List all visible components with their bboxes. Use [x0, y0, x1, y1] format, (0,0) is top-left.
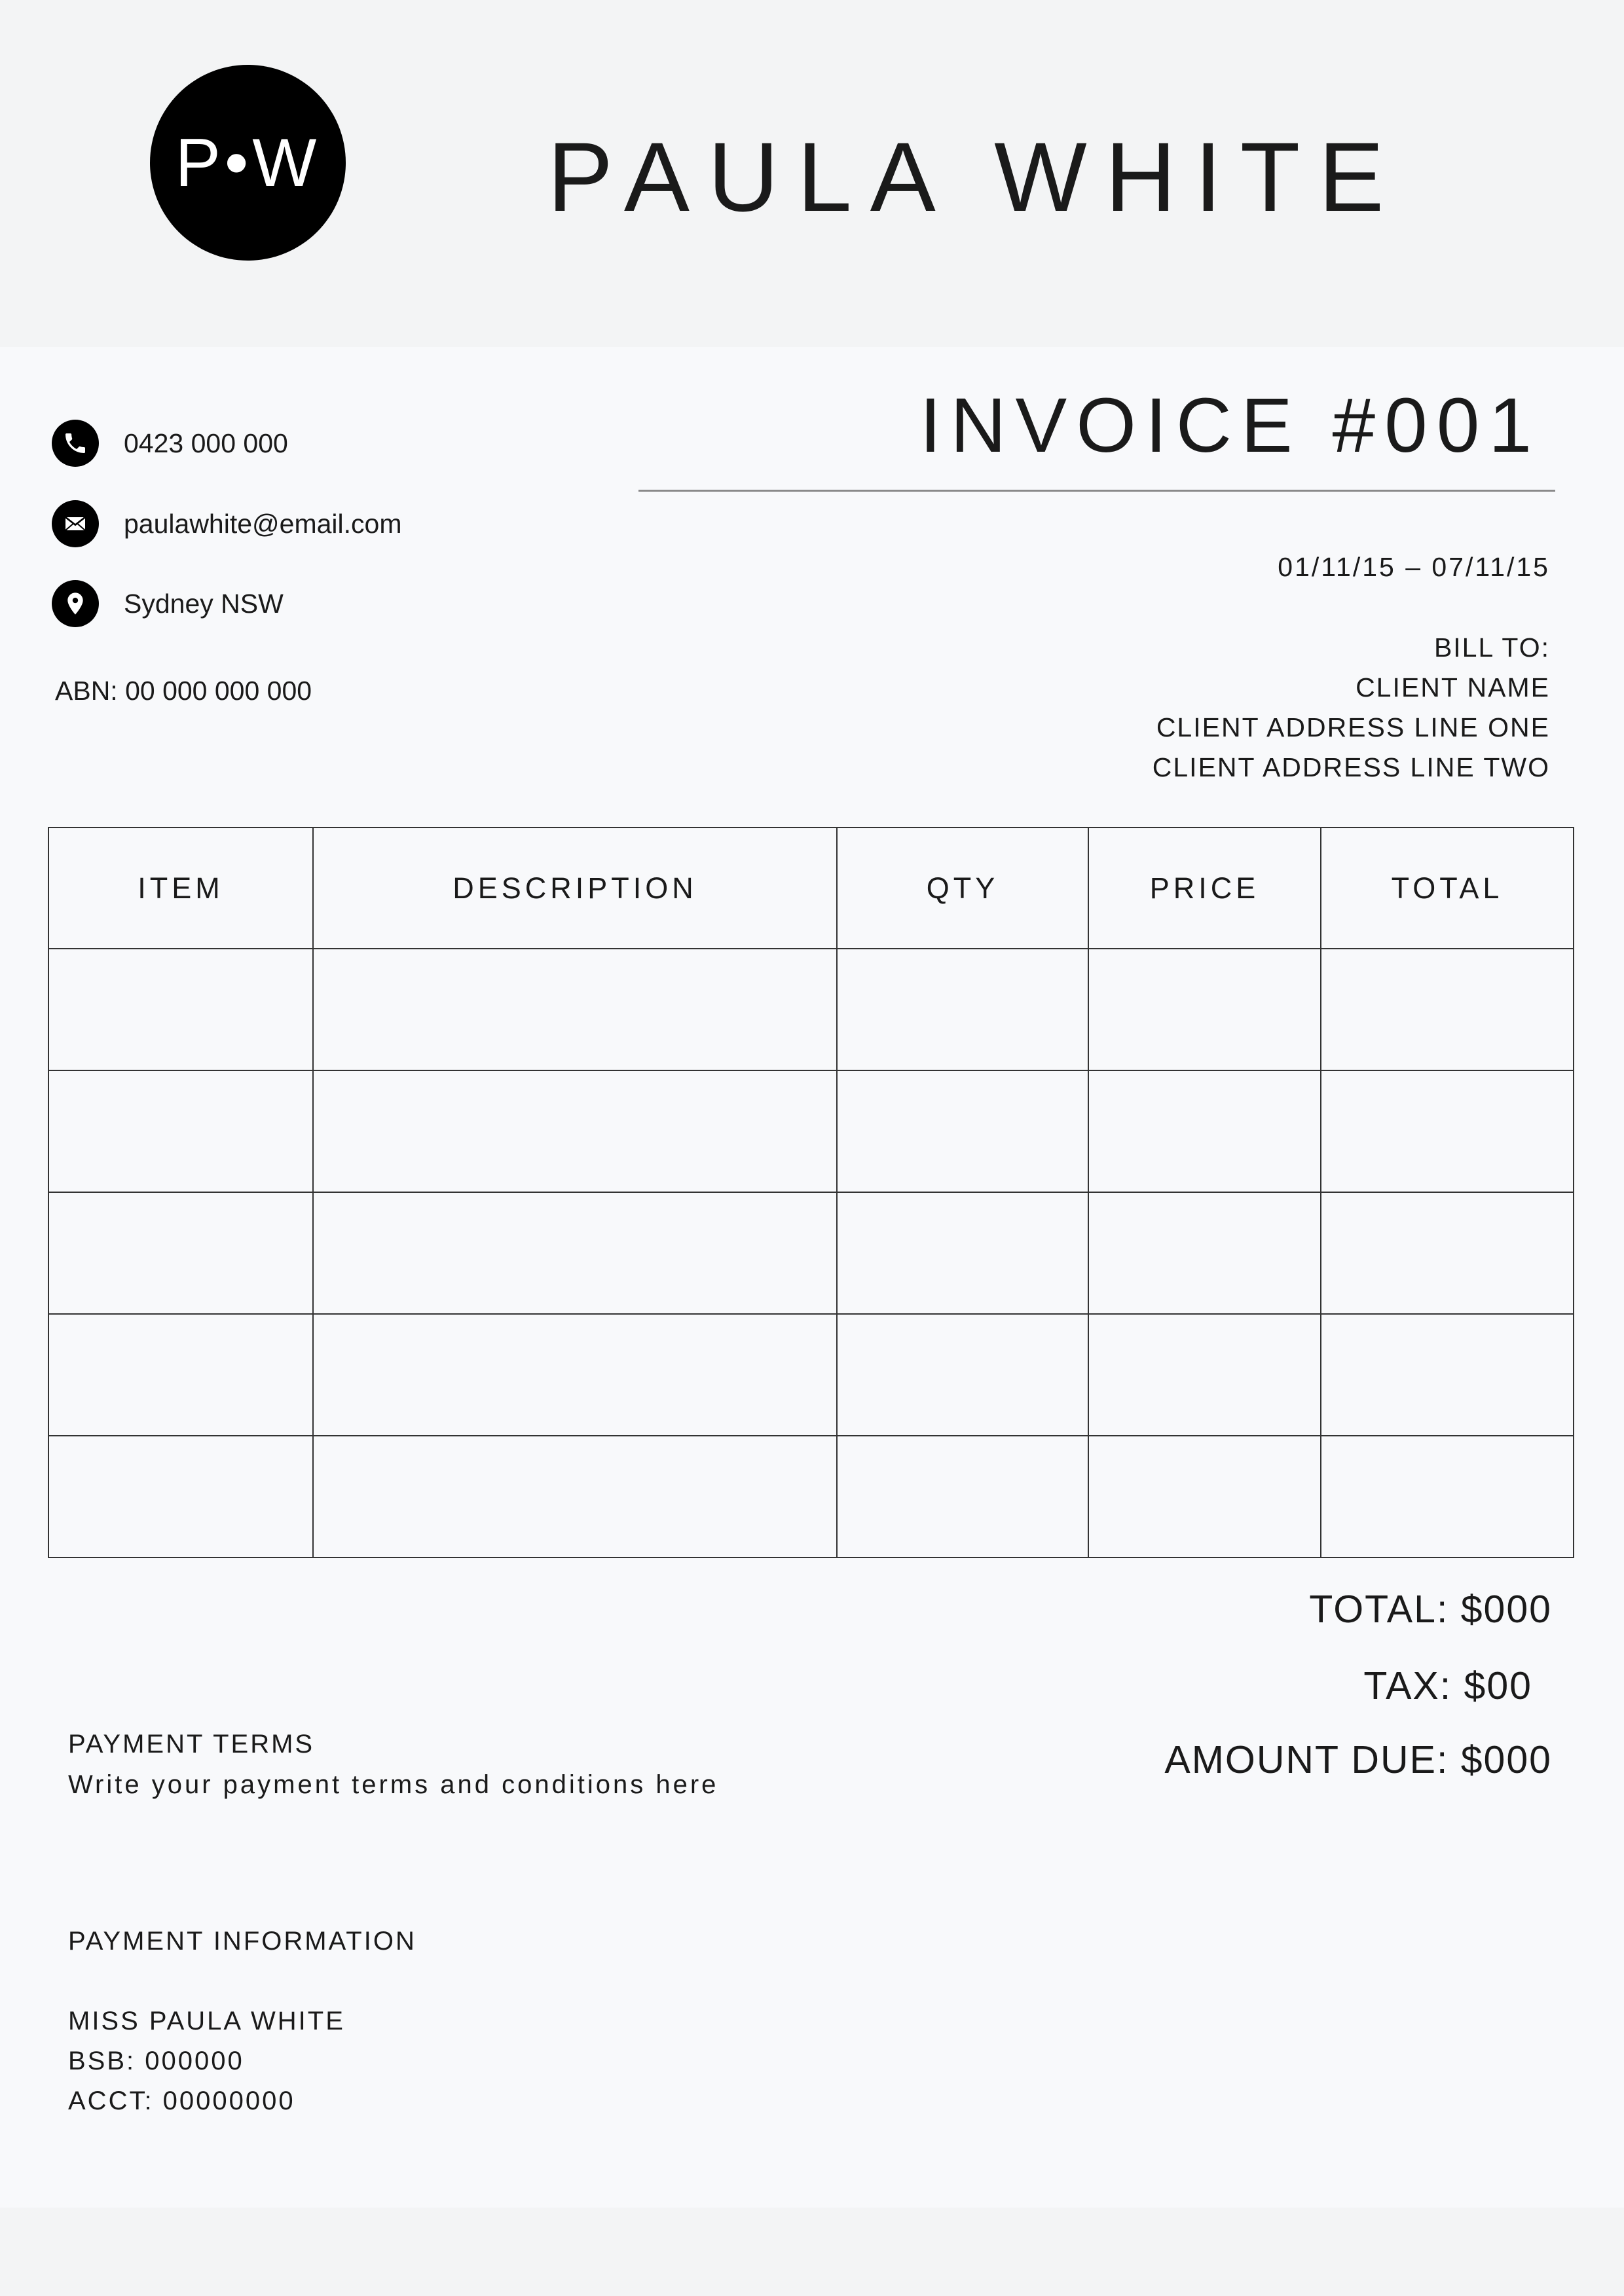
payment-terms-body: Write your payment terms and conditions here	[68, 1770, 719, 1799]
table-row	[48, 1192, 1574, 1314]
bill-to-block	[1153, 628, 1550, 788]
table-cell[interactable]	[1088, 1070, 1321, 1192]
payment-terms-heading: PAYMENT TERMS	[68, 1730, 315, 1758]
table-cell[interactable]	[48, 1192, 313, 1314]
table-cell[interactable]	[313, 949, 837, 1070]
table-cell[interactable]	[1088, 1436, 1321, 1558]
table-cell[interactable]	[837, 949, 1088, 1070]
table-cell[interactable]	[837, 1070, 1088, 1192]
table-cell[interactable]	[837, 1192, 1088, 1314]
table-cell[interactable]	[313, 1070, 837, 1192]
bsb-number: BSB: 000000	[68, 2047, 244, 2075]
phone-icon	[52, 420, 99, 467]
amount-due: AMOUNT DUE: $000	[1164, 1738, 1552, 1781]
table-cell[interactable]	[1088, 949, 1321, 1070]
table-cell[interactable]	[1321, 1192, 1574, 1314]
table-row	[48, 1314, 1574, 1436]
monogram-logo	[150, 65, 346, 261]
table-cell[interactable]	[1088, 1192, 1321, 1314]
abn-number: ABN: 00 000 000 000	[55, 676, 312, 706]
contact-email-row	[52, 499, 401, 549]
table-cell[interactable]	[48, 1070, 313, 1192]
phone-number: 0423 000 000	[124, 428, 288, 458]
table-cell[interactable]	[48, 1314, 313, 1436]
column-header-total: TOTAL	[1321, 828, 1574, 949]
payment-information-heading: PAYMENT INFORMATION	[68, 1927, 416, 1956]
total-amount: TOTAL: $000	[1309, 1588, 1552, 1631]
table-row	[48, 1070, 1574, 1192]
table-cell[interactable]	[1088, 1314, 1321, 1436]
contact-location-row	[52, 579, 284, 629]
location-pin-icon	[52, 580, 99, 627]
table-cell[interactable]	[313, 1192, 837, 1314]
footer-band	[0, 2208, 1624, 2296]
table-cell[interactable]	[837, 1314, 1088, 1436]
client-address-line-two: CLIENT ADDRESS LINE TWO	[1152, 752, 1550, 782]
table-cell[interactable]	[48, 949, 313, 1070]
table-cell[interactable]	[837, 1436, 1088, 1558]
invoice-date-range: 01/11/15 – 07/11/15	[1278, 552, 1550, 582]
line-items-table	[48, 827, 1574, 1558]
table-row	[48, 1436, 1574, 1558]
table-cell[interactable]	[1321, 1070, 1574, 1192]
client-address-line-one: CLIENT ADDRESS LINE ONE	[1156, 712, 1550, 742]
table-cell[interactable]	[48, 1436, 313, 1558]
account-name: MISS PAULA WHITE	[68, 2007, 345, 2035]
mail-icon	[52, 500, 99, 547]
table-header-row	[48, 828, 1574, 949]
column-header-qty: QTY	[837, 828, 1088, 949]
column-header-price: PRICE	[1088, 828, 1321, 949]
location: Sydney NSW	[124, 589, 284, 619]
column-header-item: ITEM	[48, 828, 313, 949]
table-cell[interactable]	[1321, 1314, 1574, 1436]
contact-phone-row	[52, 418, 288, 468]
table-row	[48, 949, 1574, 1070]
client-name: CLIENT NAME	[1356, 672, 1550, 702]
column-header-description: DESCRIPTION	[313, 828, 837, 949]
table-cell[interactable]	[313, 1436, 837, 1558]
bill-to-label: BILL TO:	[1433, 632, 1550, 663]
tax-amount: TAX: $00	[1363, 1664, 1532, 1707]
table-cell[interactable]	[1321, 949, 1574, 1070]
table-cell[interactable]	[313, 1314, 837, 1436]
email-address: paulawhite@email.com	[124, 509, 402, 539]
payment-information-details	[68, 2001, 345, 2121]
title-divider	[638, 490, 1555, 492]
account-number: ACCT: 00000000	[68, 2086, 295, 2115]
logo-monogram-text: P•W	[175, 124, 321, 201]
invoice-title: INVOICE #001	[919, 382, 1541, 469]
brand-name: PAULA WHITE	[547, 122, 1403, 232]
table-cell[interactable]	[1321, 1436, 1574, 1558]
